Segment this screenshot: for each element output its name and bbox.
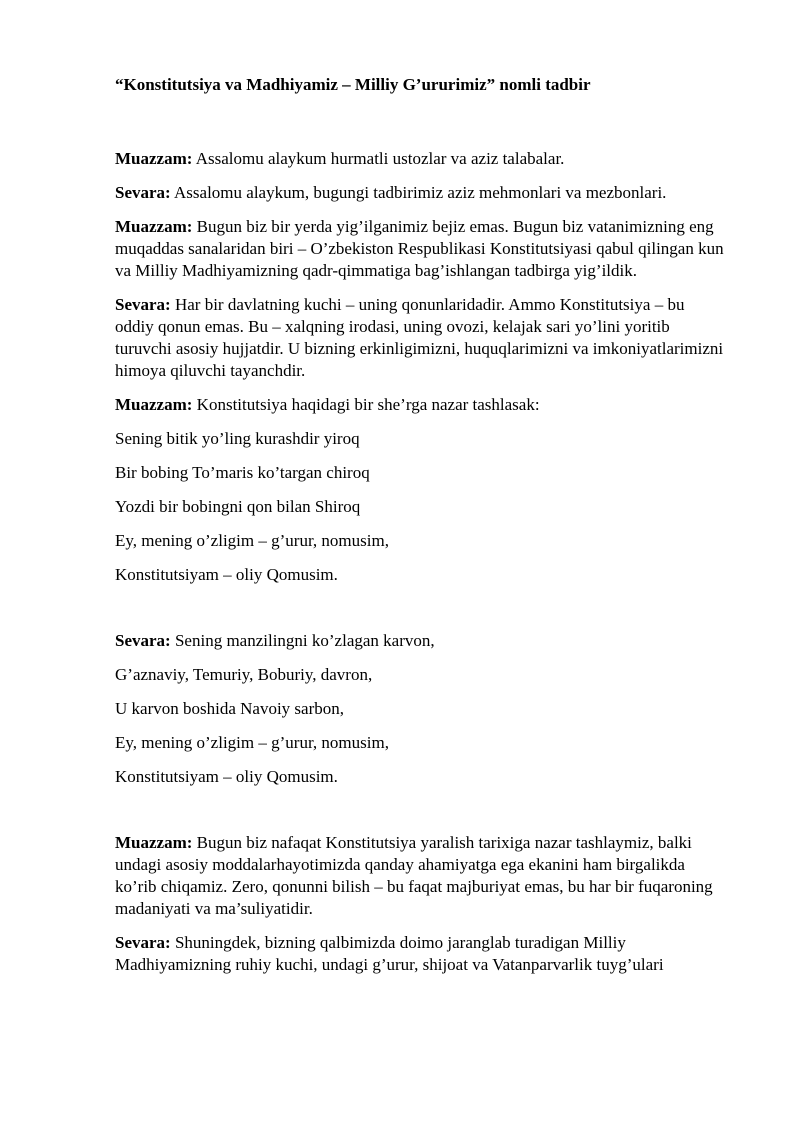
verse-line: Ey, mening o’zligim – g’urur, nomusim, [115,531,389,550]
speaker-label: Muazzam: [115,833,193,852]
paragraph-7 [115,832,725,920]
paragraph-text: Assalomu alaykum hurmatli ustozlar va aziz talabalar. [192,149,565,168]
paragraph-text: Shuningdek, bizning qalbimizda doimo jaranglab turadigan Milliy Madhiyamizning ruhiy kuchi, undagi g’urur, shijoat va Vatanparvarlik tuyg’ulari [115,933,664,974]
verse-line: Konstitutsiyam – oliy Qomusim. [115,565,338,584]
paragraph-2 [115,182,725,204]
paragraph-4 [115,294,725,382]
verse-line: Sening bitik yo’ling kurashdir yiroq [115,429,360,448]
paragraph-text: Har bir davlatning kuchi – uning qonunlaridadir. Ammo Konstitutsiya – bu oddiy qonun emas. Bu – xalqning irodasi, uning ovozi, kelajak sari yo’lini yoritib turuvchi asosiy hujjatdir. U bizning erkinligimizni, huquqlarimizni va imkoniyatlarimizni himoya qiluvchi tayanchdir. [115,295,724,380]
paragraph-1 [115,148,725,170]
speaker-label: Sevara: [115,183,171,202]
paragraph-text: Sening manzilingni ko’zlagan karvon, [170,631,435,650]
paragraph-text: Bugun biz nafaqat Konstitutsiya yaralish tarixiga nazar tashlaymiz, balki undagi asosiy moddalarhayotimizda qanday ahamiyatga ega ekanini ham birgalikda ko’rib chiqamiz. Zero, qonunni bilish – bu faqat majburiyat emas, bu har bir fuqaroning madaniyati va ma’suliyatidir. [115,833,713,918]
stanza-gap [115,598,725,630]
paragraph-3 [115,216,725,282]
paragraph-6 [115,630,725,652]
document-title: “Konstitutsiya va Madhiyamiz – Milliy G’ururimiz” nomli tadbir [115,75,591,94]
verse-line: Yozdi bir bobingni qon bilan Shiroq [115,497,361,516]
speaker-label: Sevara: [115,295,171,314]
speaker-label: Muazzam: [115,149,193,168]
paragraph-8 [115,932,725,976]
paragraph-text: Assalomu alaykum, bugungi tadbirimiz aziz mehmonlari va mezbonlari. [170,183,667,202]
paragraph-text: Konstitutsiya haqidagi bir she’rga nazar tashlasak: [192,395,540,414]
stanza-gap [115,800,725,832]
verse-line: G’aznaviy, Temuriy, Boburiy, davron, [115,665,373,684]
paragraph-5 [115,394,725,416]
paragraph-text: Bugun biz bir yerda yig’ilganimiz bejiz emas. Bugun biz vatanimizning eng muqaddas sanalaridan biri – O’zbekiston Respublikasi Konstitutsiyasi qabul qilingan kun va Milliy Madhiyamizning qadr-qimmatiga bag’ishlangan tadbirga yig’ildik. [115,217,724,280]
speaker-label: Muazzam: [115,395,193,414]
verse-line: Konstitutsiyam – oliy Qomusim. [115,767,338,786]
speaker-label: Sevara: [115,933,171,952]
speaker-label: Muazzam: [115,217,193,236]
speaker-label: Sevara: [115,631,171,650]
verse-line: U karvon boshida Navoiy sarbon, [115,699,344,718]
verse-line: Bir bobing To’maris ko’targan chiroq [115,463,370,482]
document-page [115,74,725,988]
verse-line: Ey, mening o’zligim – g’urur, nomusim, [115,733,389,752]
